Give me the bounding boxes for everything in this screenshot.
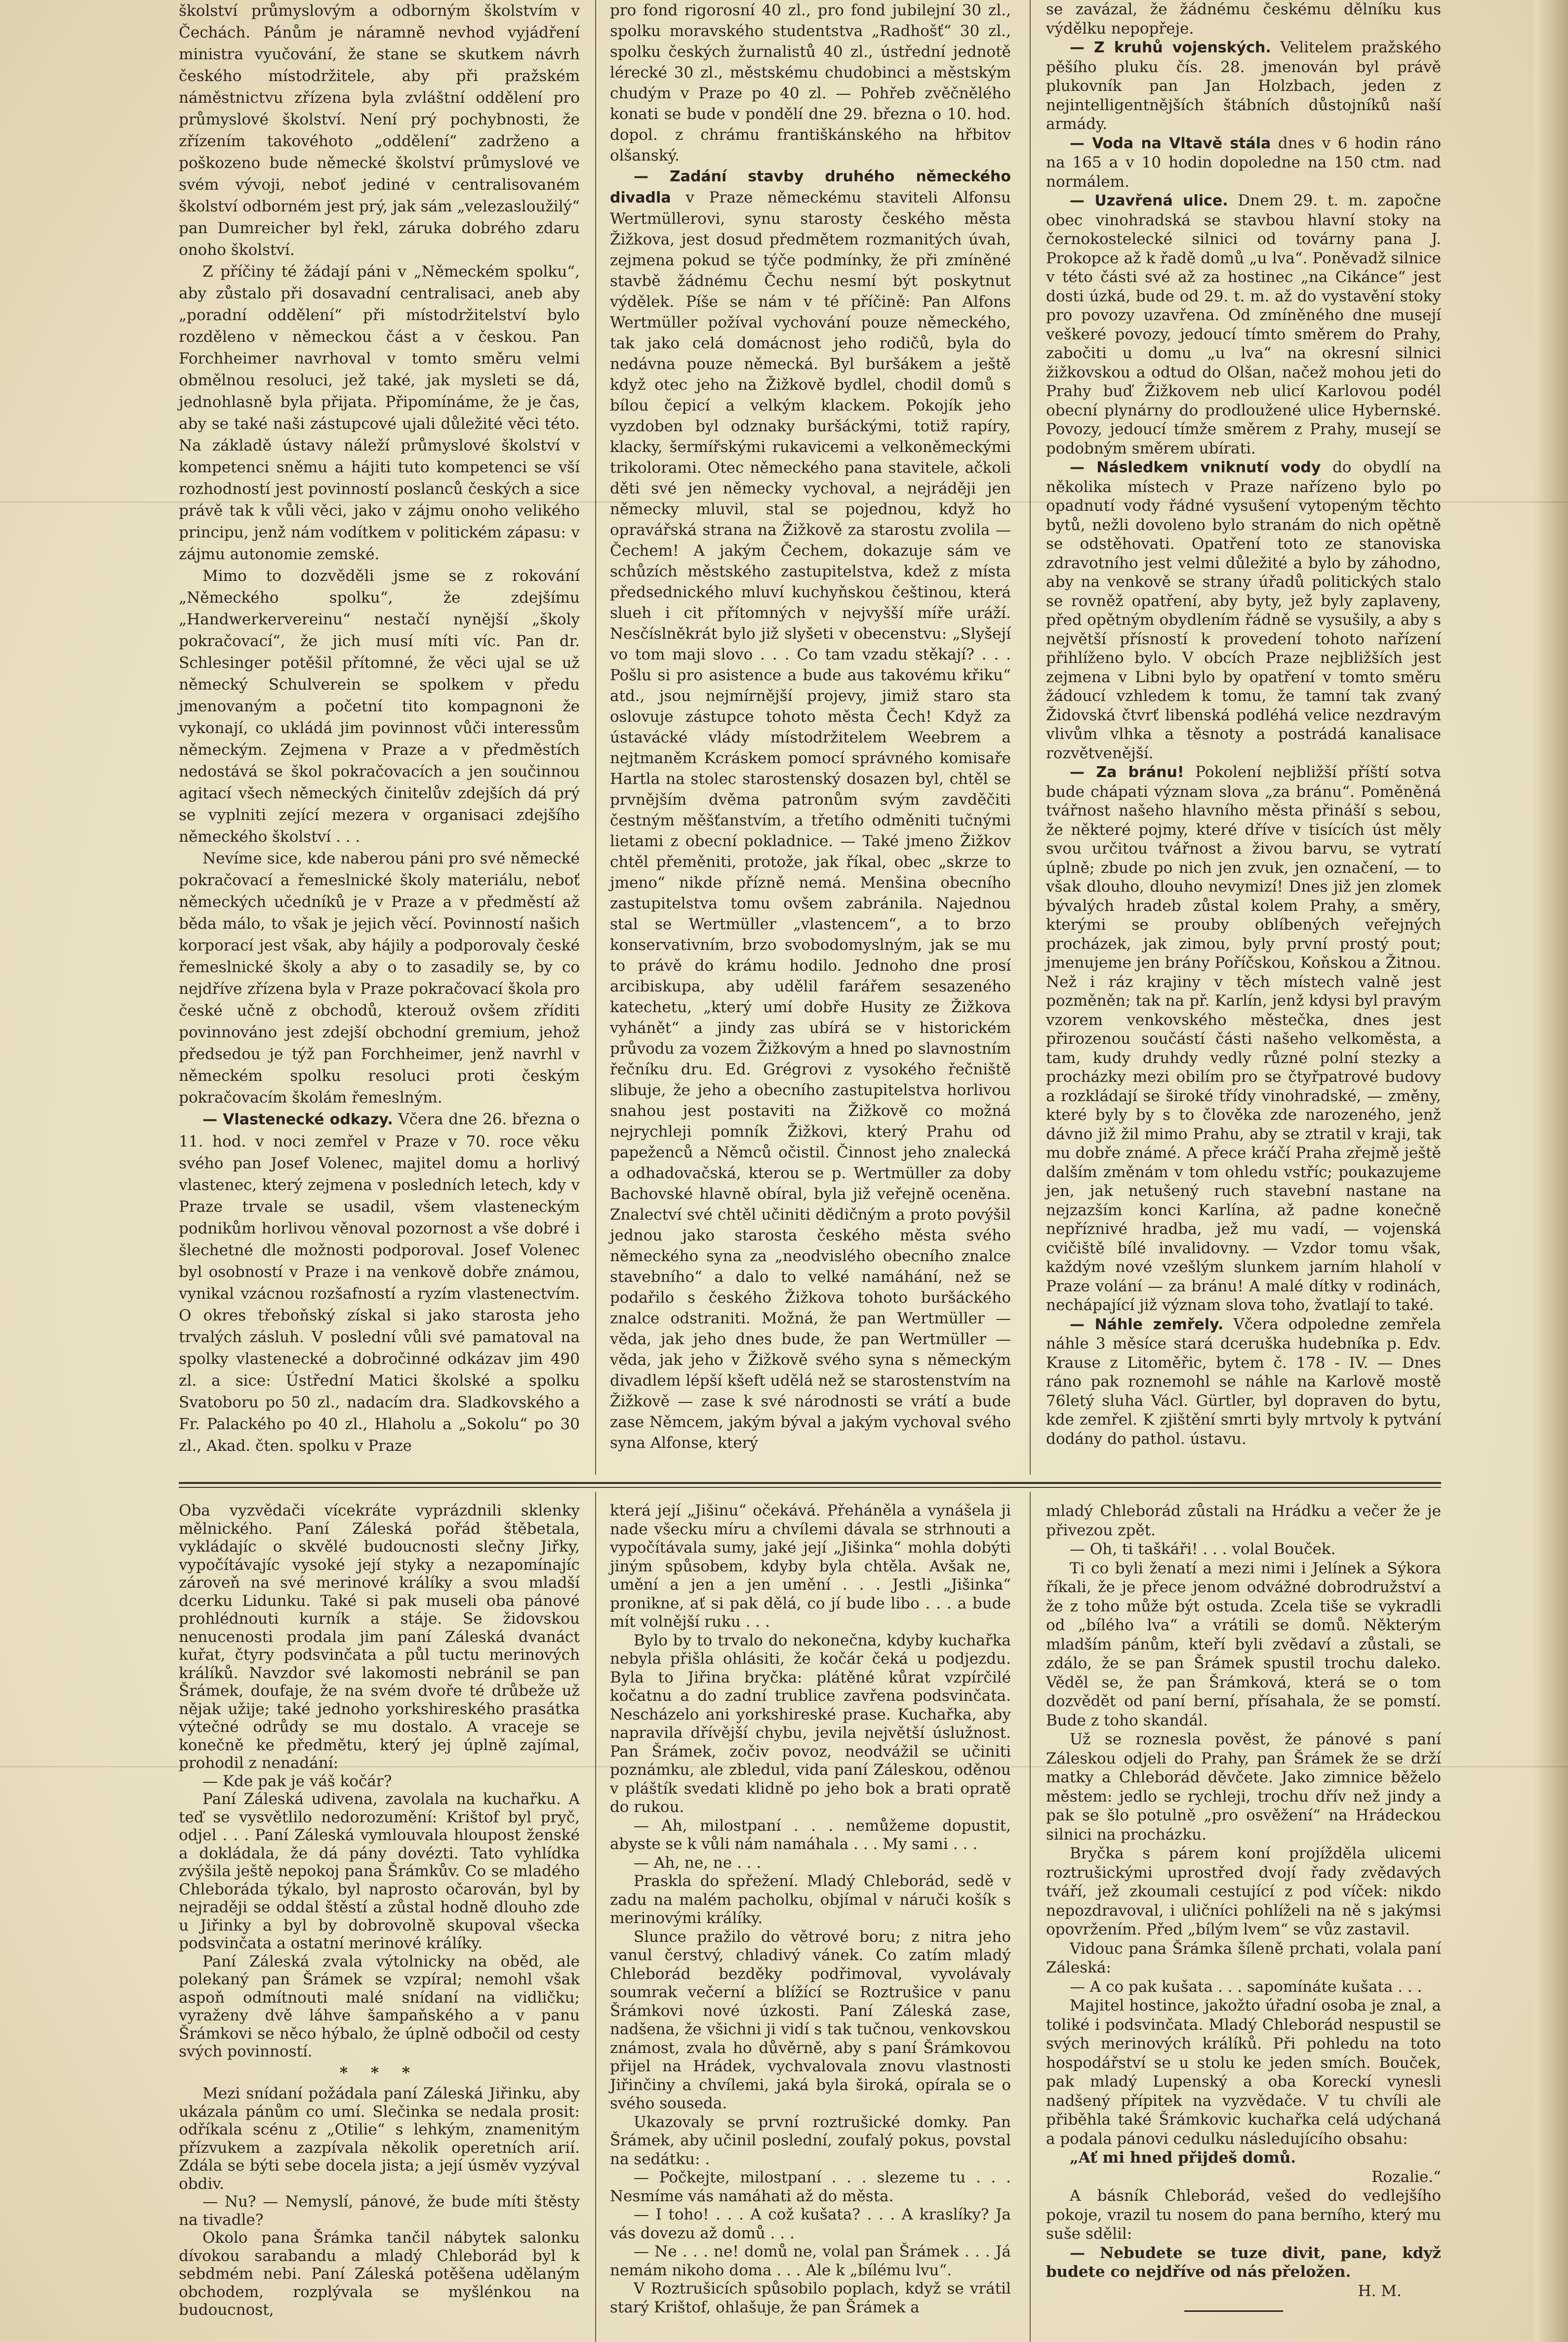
paragraph	[179, 1953, 580, 2061]
news-item	[1046, 134, 1441, 192]
paragraph-text: dnes v 6 hodin ráno na 165 a v 10 hodin dopoledne na 150 ctm. nad normálem.	[1046, 134, 1441, 191]
paragraph-text: Oba vyzvědači vícekráte vyprázdnili sklenky mělnického. Paní Záleská pořád štěbetala, vykládajíc o skvělé budoucnosti slečny Jiřky, vypočítávajíc vysoké její styky a nezapomínajíc zároveň na své merinové králíky a svou mladší dcerku Lidunku. Také si pak museli oba pánové prohlédnouti kurník a stáje. Se židovskou nenucenosti prodala jim paní Záleská dvanáct kuřat, čtyry podsvinčata a půl tuctu merinových králíků. Navzdor své lakomosti nebránil se pan Šrámek, doufaje, že na svém dvoře té drůbeže už nějak užije; také jednoho yorkshireského prasátka výtečné odrůdy se mu dostalo. A vraceje se konečně ke předmětu, který jej úplně zajímal, prohodil z nenadání:	[179, 1502, 580, 1772]
paragraph	[610, 1632, 1011, 1817]
paragraph	[179, 565, 580, 848]
column-rule	[595, 1492, 596, 2342]
paragraph	[1046, 1730, 1441, 1844]
paragraph	[1046, 1939, 1441, 1977]
paragraph-text: Mimo to dozvěděli jsme se z rokování „Německého spolku“, že zdejšímu „Handwerkervereinu“ nestačí nynější „školy pokračovací“, že jich musí míti víc. Pan dr. Schlesinger potěšil přítomné, že věci ujal se už německý Schulverein se spolkem v předu jmenovaným a početní tito kompagnoni že vykonají, co ukládá jim povinnost vůči interessům německým. Zejmena v Praze a v předměstích nedostává se škol pokračovacích a jen součinnou agitací všech německých činitelův zdejších dá prý se vyplniti zející mezera v organisaci zdejšího německého školství . . .	[179, 567, 580, 846]
paragraph	[610, 1872, 1011, 1928]
news-item	[1046, 763, 1441, 1315]
news-item-heading: — Zadání stavby druhého německého divadla	[610, 168, 1011, 206]
news-column-1	[179, 0, 580, 1457]
paragraph-text: Z příčiny té žádají páni v „Německém spolku“, aby zůstalo při dosavadní centralisaci, aneb aby „poradní oddělení“ při místodržitelství bylo rozděleno v německou část a v českou. Pan Forchheimer navrhoval v tomto směru velmi obmělnou resoluci, jež také, jak mysleti se dá, jednohlasně byla přijata. Připomínáme, že je čas, aby se také naši zástupcové ujali důležité věci této. Na základě ústavy náleží průmyslové školství v kompetenci sněmu a hájiti tuto kompetenci se vší rozhodností jest povinností poslanců českých a sice právě tak k vůli věci, jako v zájmu onoho velikého principu, jenž nám vodítkem v politickém zápasu: v zájmu autonomie zemské.	[179, 263, 580, 563]
paragraph	[179, 0, 580, 261]
news-column-3	[1046, 0, 1441, 1448]
news-item	[1046, 458, 1441, 763]
paragraph-text: — Ah, milostpaní . . . nemůžeme dopustit, abyste se k vůli nám namáhala . . . My sami . . .	[610, 1816, 1011, 1853]
paragraph	[610, 1817, 1011, 1854]
news-item-heading: — Vlastenecké odkazy.	[202, 1111, 393, 1128]
news-item	[1046, 191, 1441, 458]
paragraph	[179, 1772, 580, 1791]
paragraph-text: Nevíme sice, kde naberou páni pro své německé pokračovací a řemeslnické školy materiálu, neboť německých učedníků je v Praze a v předměstí až běda málo, to však je jejich věcí. Povinností našich korporací jest však, aby hájily a podporovaly české řemeslnické školy a aby o to zasadily se, by co nejdříve zřízena byla v Praze pokračovací škola pro české učně z obchodů, kterouž ovšem zříditi povinnováno jest zdejší obchodní gremium, jehož předsedou je týž pan Forchheimer, jenž navrhl v německém spolku resoluci proti českým pokračovacím školám řemeslným.	[179, 850, 580, 1107]
news-item-heading: — Uzavřená ulice.	[1070, 192, 1228, 209]
paragraph	[610, 2243, 1011, 2280]
page-edge	[1533, 0, 1568, 2342]
paragraph-text: — Oh, ti taškáři! . . . volal Bouček.	[1070, 1540, 1336, 1558]
paragraph-text: Majitel hostince, jakožto úřadní osoba je znal, a toliké i podsvinčata. Mladý Chleborád nespustil se svých merinových králíků. Při pohledu na toto hospodářství se u stolu ke jeden smích. Bouček, pak mladý Lupenský a oba Koreckí vynesli nadšený přípitek na vyzvědače. V tu chvíli ale přiběhla také Šrámkovic kuchařka celá udýchaná a podala pánovi cedulku následujícího obsahu:	[1046, 1997, 1441, 2148]
paragraph	[610, 1854, 1011, 1873]
paragraph	[179, 2085, 580, 2193]
news-item-heading: — Voda na Vltavě stála	[1070, 134, 1271, 152]
paragraph	[179, 1790, 580, 1953]
paragraph	[1046, 1502, 1441, 1540]
paragraph-text: — I toho! . . . A což kušata? . . . A kraslíky? Ja vás dovezu až domů . . .	[610, 2206, 1011, 2242]
news-item-heading: — Z kruhů vojenských.	[1070, 39, 1271, 56]
paragraph-text: Bryčka s párem koní projížděla ulicemi roztrušickými uprostřed dvojí řady zvědavých tváří, jež zkoumali cestující z pod víček: nikdo nepozdravoval, i uličníci pohlíželi na ně s jakýmsi opovržením. Před „bílým lvem“ se vůz zastavil.	[1046, 1845, 1441, 1938]
news-item	[610, 166, 1011, 1453]
column-rule	[595, 0, 596, 1475]
news-item-heading: — Náhle zemřely.	[1070, 1315, 1224, 1333]
feuilleton-rule	[179, 1487, 1441, 1488]
paragraph	[610, 2206, 1011, 2243]
paragraph-text: — Ah, ne, ne . . .	[634, 1853, 762, 1872]
paragraph-text: — Nebudete se tuze divit, pane, když budete co nejdříve od nás přeložen.	[1046, 2244, 1441, 2281]
news-item	[179, 1109, 580, 1457]
paragraph-text: „Ať mi hned přijdeš domů.	[1070, 2149, 1296, 2167]
feuilleton-column-2	[610, 1502, 1011, 2317]
paragraph	[179, 848, 580, 1109]
paragraph-text: Okolo pana Šrámka tančil nábytek salonku dívokou sarabandu a mladý Chleborád byl k sebdmém nebi. Paní Záleská potěšena udělaným obchodem, rozplývala se myšlénkou na budoucnost,	[179, 2229, 580, 2319]
paragraph-text: Včera odpoledne zemřela náhle 3 měsíce stará dceruška hudebníka p. Edv. Krause z Litoměřic, bytem č. 178 - IV. — Dnes ráno pak roznemohl se náhle na Karlově mostě 76letý sluha Václ. Gürtler, byl dopraven do bytu, kde zemřel. K zjištění smrti byly mrtvoly k pytvání dodány do pathol. ústavu.	[1046, 1315, 1441, 1448]
paragraph	[1046, 2244, 1441, 2282]
paragraph-text: pro fond rigorosní 40 zl., pro fond jubilejní 30 zl., spolku moravského studentstva „Radhošť“ 30 zl., spolku českých žurnalistů 40 zl., ústřední jednotě lérecké 30 zl., městskému chudobinci a městským chudým v Praze po 40 zl. — Pohřeb zvěčnělého konati se bude v pondělí dne 29. března o 10. hod. dopol. z chrámu františkánského na hřbitov olšanský.	[610, 1, 1011, 164]
paragraph-text: Praskla do spřežení. Mladý Chleborád, sedě v zadu na malém pacholku, objímal v náruči košík s merinovými králíky.	[610, 1872, 1011, 1927]
section-separator: * * *	[339, 2063, 419, 2082]
paragraph-text: mladý Chleborád zůstali na Hrádku a večer že je přivezou zpět.	[1046, 1502, 1441, 1539]
paragraph	[1046, 1977, 1441, 1997]
paragraph	[610, 2113, 1011, 2169]
end-rule	[1184, 2310, 1283, 2312]
news-item	[1046, 1315, 1441, 1449]
feuilleton-column-3	[1046, 1502, 1441, 2312]
news-item-heading: — Za bránu!	[1070, 764, 1184, 781]
paragraph-text: — A co pak kušata . . . sapomínáte kušata . . .	[1070, 1977, 1422, 1996]
paragraph-text: Už se roznesla pověst, že pánové s paní Záleskou odjeli do Prahy, pan Šrámek že se drží matky a Chleborád děvčete. Jako zimnice běželo městem: jedlo se rychleji, trochu dřív než jindy a pak se šlo potulně „pro osvěžení“ na Hrádeckou silnici na procházku.	[1046, 1730, 1441, 1844]
paragraph	[1046, 1559, 1441, 1730]
paragraph	[610, 1502, 1011, 1632]
paragraph	[610, 1928, 1011, 2113]
paragraph-text: do obydlí na několika místech v Praze nařízeno bylo po opadnutí vody řádné vysušení vytopeným těchto bytů, nežli dovoleno bylo stranám do nich opětně se odstěhovati. Opatření toto ze stanoviska zdravotního jest velmi důležité a bylo by záhodno, aby na venkově se strany úřadů politických stalo se rovněž opatření, aby byty, jež byly zaplaveny, před opětným obydlením řádně se vysušily, a aby s největší přísností k provedení tohoto nařízení přihlíženo bylo. V obcích Praze nejbližších jest zejmena v Libni bylo by opatření v tomto směru žádoucí vzhledem k tomu, že tamní tak zvaný Židovská čtvrť libenská podléhá velice nezdravým vlivům vlhka a těsnoty a postrádá kanalisace rozvětvenější.	[1046, 458, 1441, 762]
paragraph-text: — Počkejte, milostpaní . . . slezeme tu . . . Nesmíme vás namáhati až do města.	[610, 2169, 1011, 2205]
paragraph-text: Dnem 29. t. m. započne obec vinohradská se stavbou hlavní stoky na černokostelecké silnici od továrny pana J. Prokopce až k řadě domů „u lva“. Poněvadž silnice v této části své až za hostinec „na Cikánce“ jest dosti úzká, bude od 29. t. m. až do vystavění stoky pro povozy uzavřena. Od zmíněného dne musejí veškeré povozy, jedoucí tímto směrem do Prahy, zabočiti u domu „u lva“ na okresní silnici žižkovskou a odtud do Olšan, načež mohou jeti do Prahy buď Žižkovem neb ulicí Karlovou podél obecní plynárny do prodloužené ulice Hybernské. Povozy, jedoucí tímže směrem z Prahy, musejí se podobným směrem ubírati.	[1046, 192, 1442, 457]
paragraph-text: Velitelem pražského pěšího pluku čís. 28. jmenován byl právě plukovník pan Jan Holzbach, jeden z nejintelligentnějších štábních důstojníků naší armády.	[1046, 39, 1441, 133]
paragraph	[179, 261, 580, 565]
author-signature: H. M.	[1358, 2282, 1402, 2300]
news-item-heading: — Následkem vniknutí vody	[1070, 459, 1321, 476]
paragraph	[1046, 1996, 1441, 2148]
paragraph	[1046, 2186, 1441, 2244]
news-column-2	[610, 0, 1011, 1453]
paragraph	[1046, 1540, 1441, 1559]
paragraph-text: Bylo by to trvalo do nekonečna, kdyby kuchařka nebyla přišla ohlásiti, že kočár čeká u podjezdu. Byla to Jiřina bryčka: plátěné kůrat vzpírčilé kočatnu a do zadní trublice zavřena podsvinčata. Nescházelo ani yorkshireské prase. Kuchařka, aby napravila dřívější chybu, jevila největší úslužnost. Pan Šrámek, zočiv povoz, neodvážil se učiniti poznámku, ale zbledul, vida paní Záleskou, oděnou v pláštík svedati klidně po jeho bok a brati opratě do rukou.	[610, 1631, 1011, 1816]
paragraph-text: — Kde pak je váš kočár?	[202, 1772, 392, 1790]
column-rule	[1030, 1492, 1031, 2342]
paragraph	[179, 2229, 580, 2319]
column-rule	[1030, 0, 1031, 1475]
news-item	[1046, 38, 1441, 134]
feuilleton-column-1	[179, 1502, 580, 2319]
paragraph-text: A básník Chleborád, vešed do vedlejšího pokoje, vrazil tu nosem do pana berního, který mu suše sdělil:	[1046, 2187, 1441, 2243]
paragraph-text: školství průmyslovým a odborným školstvím v Čechách. Pánům je náramně nevhod vyjádření ministra vyučování, že stane se skutkem návrh českého místodržitele, aby při pražském náměstnictvu zřízena byla zvláštní oddělení pro průmyslové školství. Není prý pochybnosti, že zřízením takovéhoto „oddělení“ zadrženo a poškozeno bude německé školství průmyslové ve svém vývoji, neboť jediné v centralisovaném školství odborném jest prý, jak sám „velezasloužilý“ pan Dumreicher byl řekl, záruka dobrého zdaru onoho školství.	[179, 2, 580, 259]
paragraph	[610, 2169, 1011, 2206]
paragraph-text: Vidouc pana Šrámka šíleně prchati, volala paní Záleská:	[1046, 1939, 1441, 1976]
paragraph-text: Ukazovaly se první roztrušické domky. Pan Šrámek, aby učinil poslední, zoufalý pokus, povstal na sedátku: .	[610, 2113, 1011, 2168]
paragraph-text: Mezi snídaní požádala paní Záleská Jiřinku, aby ukázala pánům co umí. Slečinka se nedala prosit: odříkala scénu z „Otilie“ s lehkým, znamenitým přízvukem a zazpívala několik operetních arií. Zdála se býti sebe docela jista; a její úsměv vyzýval obdiv.	[179, 2085, 580, 2193]
paragraph-text: Pokolení nejbližší příští sotva bude chápati význam slova „za bránu“. Poměněná tvářnost našeho hlavního města přináší s sebou, že některé pojmy, které dříve v tisících úst měly svou určitou tvářnost a živou barvu, se vytratí úplně; zbude po nich jen zvuk, jen označení, — to však dlouho, dlouho nevymizí! Dnes již jen zlomek bývalých hradeb zůstal kolem Prahy, a směry, kterými se prouby oblíbených veřejných procházek, jak zimou, byly první prostý pout; jmenujeme jen brány Poříčskou, Koňskou a Žitnou. Než i ráz krajiny v těch místech valně jest pozměněn; tak na př. Karlín, jenž kdysi byl pravým vzorem venkovského městečka, dnes jest přirozenou součástí části našeho velkoměsta, a tam, kudy druhdy vedly různé polní stezky a procházky mezi obilím pro se čtyřpatrové budovy a rozkládají se široké třídy vinohradské, — změny, které byly by s to člověka zde narozeného, jenž dávno již žil mimo Prahu, aby se ztratil v kraji, tak mu dobře známé. A přece kráčí Praha zřejmě ještě dalším změnám v tom ohledu vstříc; poukazujeme jen, jak netušený ruch stavební nastane na nejzazším konci Karlína, až padne konečně nepříznivé hradba, jež mu vadí, — vojenská cvičiště bílé invalidovny. — Vzdor tomu však, každým nové vzešlým slunkem jarním hlaholí v Praze volání — za bránu! A malé dítky v rodinách, nechápající již význam slova toho, žvatlají to také.	[1046, 763, 1441, 1314]
paragraph-text: která její „Jišinu“ očekává. Přeháněla a vynášela ji nade všecku míru a chvílemi dávala se strhnouti a vypočítávala sumy, jaké její „Jišinka“ mohla dobýti jiným spůsobem, kdyby byla chtěla. Avšak ne, umění a jen a jen umění . . . Jestli „Jišinka“ pronikne, ať si pak dělá, co jí bude libo . . . a bude mít volnější ruku . . .	[610, 1502, 1011, 1631]
paragraph-text: Rozalie.“	[1371, 2168, 1441, 2186]
paragraph-text: v Praze německému staviteli Alfonsu Wertmüllerovi, synu starosty českého města Žižkova, jest dosud předmětem rozmanitých úvah, zejmena pokud se týče podmínky, že při zmíněné stavbě žádnému Čechu nesmí být poskytnut výdělek. Píše se nám v té příčině: Pan Alfons Wertmüller požíval vychování pouze německého, tak jako celá domácnost jeho rodičů, byla do nedávna pouze německá. Byl buršákem a ještě když otec jeho na Žižkově bydlel, chodil domů s bílou čepicí a velkým klackem. Pokojík jeho vyzdoben byl odznaky buršáckými, totiž rapíry, klacky, šermířskými rukavicemi a velkoněmeckými trikolorami. Otec německého pana stavitele, ačkoli děti své jen německy vychoval, a nejráději jen německy mluvil, stal se pojednou, když ho opravářská strana na Žižkově za starostu zvolila — Čechem! A jakým Čechem, dokazuje sám ve schůzích městského zastupitelstva, kdež z místa předsednického mluví kuchyňskou češtinou, která slueh i cit přítomných v nejvyšší míře uráží. Nesčíslněkrát bylo již slyšeti v obecenstvu: „Slyšejí vo tom maji slovo . . . Co tam vzadu stěkají? . . . Pošlu si pro asistence a bude aus takovému křiku“ atd., jsou nejmírnější projevy, jimiž staro sta oslovuje zástupce tohoto města Čech! Když za ústavácké vlády místodržitelem Weebrem a nejtmaněm Kcráskem pomocí správného komisaře Hartla na stolec starostenský dosazen byl, chtěl se prvnějším dvěma patronům svým zavděčiti čestným měšťanstvím, a třetího odměniti tučnými lietami z obecní pokladnice. — Také jmeno Žižkov chtěl přeměniti, protože, jak říkal, obec „skrze to jmeno“ nikde přízně nemá. Menšina obecního zastupitelstva tomu ovšem zabránila. Najednou stal se Wertmüller „vlastencem“, a to brzo konservativním, brzo svobodomyslným, jak se mu to právě do krámu hodilo. Jednoho dne prosí arcibiskupa, aby udělil farářem sesazeného katechetu, „který umí dobře Husity ze Žižkova vyhánět“ a jindy zas ubírá se v historickém průvodu za vozem Žižkovým a hned po slavnostním řečníku dru. Ed. Grégrovi z vysokého řečniště slibuje, že jeho a obecního zastupitelstva horlivou snahou jest postaviti na Žižkově co možná nejrychleji pomník Žižkovi, který Prahu od papeženců a Němců očistil. Činnost jeho znalecká a odhadovačská, kterou se p. Wertmüller za doby Bachovské hlavně obíral, byla již veřejně oceněna. Znalectví své chtěl učiniti dědičným a proto povýšil jednou jako starosta českého města svého německého syna za „neodvislého obecního znalce stavebního“ a dalo to velké namáhání, než se podařilo s českého Žižkova tohoto buršáckého znalce odstraniti. Možná, že pan Wertmüller — věda, jak jeho dnes bude, že pan Wertmüller — věda, jak jeho v Žižkově svého syna s německým divadlem lépší kšeft udělá než se starostenstvím na Žižkově — zase k své národnosti se vrátí a bude zase Němcem, jakým býval a jakým vychoval svého syna Alfonse, který	[610, 189, 1011, 1452]
paragraph-text: se zavázal, že žádnému českému dělníku kus výdělku nepopřeje.	[1046, 0, 1441, 38]
paragraph	[610, 0, 1011, 166]
paragraph-text: Paní Záleská udivena, zavolala na kuchařku. A teď se vysvětlilo nedorozumění: Krištof byl pryč, odjel . . . Paní Záleská vymlouvala hloupost ženské a dokládala, že dá pány dovézti. Tato vyhlídka zvýšila ještě nepokoj pana Šrámkův. Co se mladého Chleboráda týkalo, byl naprosto očarován, byl by nejraději se oddal štěstí a zůstal hodně dlouho zde u Jiřinky a byl by dobrovolně skupoval všecka podsvinčata a ostatní merinové králíky.	[179, 1790, 580, 1952]
paragraph-text: Včera dne 26. března o 11. hod. v noci zemřel v Praze v 70. roce věku svého pan Josef Volenec, majitel domu a horlivý vlastenec, který zejmena v posledních letech, kdy v Praze trvale se usadil, všem vlasteneckým podnikům horlivou věnoval pozornost a vše dobré i šlechetné dle možnosti podporoval. Josef Volenec byl osobností v Praze i na venkově dobře známou, vynikal vzácnou rozšafností a ryzím vlastenectvím. O okres třeboňský získal si jako starosta jeho trvalých zásluh. V poslední vůli své pamatoval na spolky vlastenecké a dobročinné odkázav jim 490 zl. a sice: Ústřední Matici školské a spolku Svatoboru po 50 zl., nadacím dra. Sladkovského a Fr. Palackého po 40 zl., Hlaholu a „Sokolu“ po 30 zl., Akad. čten. spolku v Praze	[179, 1110, 580, 1455]
paragraph	[179, 1502, 580, 1772]
paragraph	[1046, 1844, 1441, 1939]
paragraph	[1046, 0, 1441, 38]
paragraph	[179, 2193, 580, 2229]
paragraph-text: Paní Záleská zvala výtolnicky na oběd, ale polekaný pan Šrámek se vzpíral; nemohl však aspoň odmítnouti malé snídaní na vidličku; vyraženy dvě láhve šampaňského a v panu Šrámkovi se něco hýbalo, že úplně odbočil od cesty svých povinností.	[179, 1952, 580, 2060]
paragraph-text: Ti co byli ženatí a mezi nimi i Jelínek a Sýkora říkali, že je přece jenom odvážné dobrodružství a že z toho může být ostuda. Zcela tiše se vykradli od „bílého lva“ a vrátili se domů. Některým mladším pánům, kteří byli zvědaví a zůstali, se zdálo, že se pan Šrámek spustil trochu daleko. Věděl se, že pan Šrámková, která se o tom dozvědět od paní berní, přísahala, že se pomstí. Bude z toho skandál.	[1046, 1559, 1441, 1729]
paragraph-text: V Roztrušicích spůsobilo poplach, když se vrátil starý Krištof, ohlašuje, že pan Šrámek a	[610, 2280, 1011, 2316]
paragraph	[1046, 2148, 1441, 2168]
paragraph-text: — Nu? — Nemyslí, pánové, že bude míti štěsty na tivadle?	[179, 2193, 580, 2229]
paragraph-text: Slunce pražilo do větrové boru; z nitra jeho vanul čerstvý, chladivý vánek. Co zatím mladý Chleborád bezděky podřimoval, vyvolávaly soumrak večerní a blížící se Roztrušice v panu Šrámkovi nové úzkosti. Paní Záleská zase, nadšena, že všichni ji vidí s tak tučnou, venkovskou známost, zvala ho důvěrně, aby s paní Šrámkovou přijel na Hrádek, vychvalovala znovu vlastnosti Jiřinčiny a chvílemi, jaká byla široká, opírala se o svého souseda.	[610, 1928, 1011, 2112]
paragraph-text: — Ne . . . ne! domů ne, volal pan Šrámek . . . Já nemám nikoho doma . . . Ale k „bílému lvu“.	[610, 2243, 1011, 2279]
feuilleton-rule	[179, 1482, 1441, 1484]
paragraph	[1046, 2168, 1441, 2187]
paragraph	[610, 2280, 1011, 2317]
